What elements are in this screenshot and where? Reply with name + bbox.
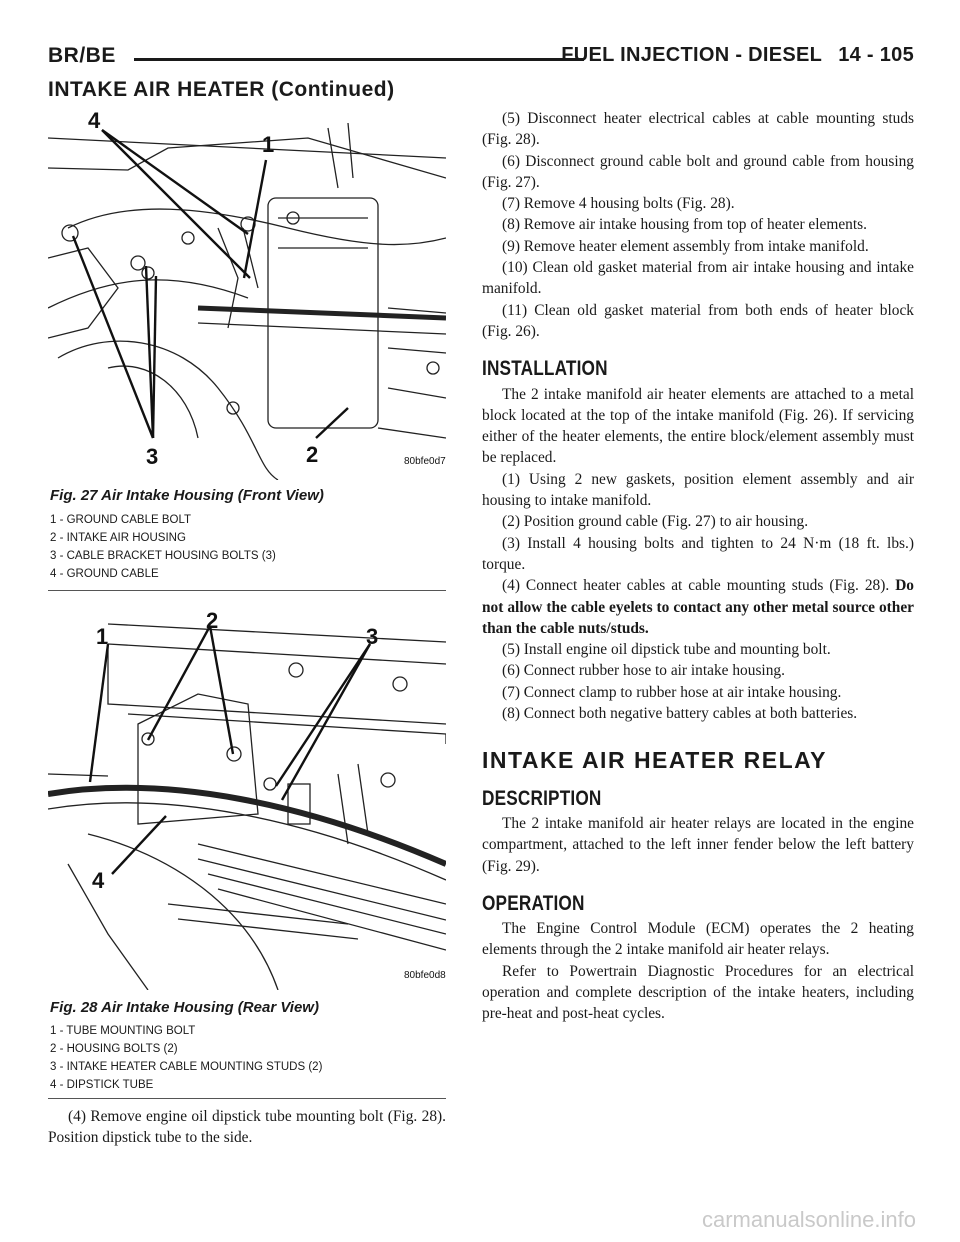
installation-step: (3) Install 4 housing bolts and tighten to 24 N·m (18 ft. lbs.) torque. — [482, 534, 914, 573]
installation-warning: Do not allow the cable eyelets to contact any other metal source other than the cable nuts/studs. — [482, 577, 914, 637]
description-heading: DESCRIPTION — [482, 786, 602, 810]
figure-divider — [48, 590, 446, 591]
fig27-legend — [50, 511, 276, 583]
fig28-legend-item: 1 - TUBE MOUNTING BOLT — [50, 1025, 196, 1037]
fig27-callout-1: 1 — [262, 132, 275, 157]
fig27-legend-item: 4 - GROUND CABLE — [50, 568, 159, 580]
fig27-legend-item: 1 - GROUND CABLE BOLT — [50, 514, 192, 526]
fig27-callout-2: 2 — [306, 442, 319, 467]
figure-divider — [48, 1098, 446, 1099]
fig28-legend-item: 2 - HOUSING BOLTS (2) — [50, 1043, 178, 1055]
removal-step: (11) Clean old gasket material from both ends of heater block (Fig. 26). — [482, 301, 914, 340]
description-text: The 2 intake manifold air heater relays are located in the engine compartment, attached to the left inner fender below the left battery (Fig. 29). — [482, 814, 914, 875]
installation-step: (8) Connect both negative battery cables at both batteries. — [502, 705, 858, 723]
operation-text: Refer to Powertrain Diagnostic Procedures for an electrical operation and complete description of the intake heaters, including pre-heat and post-heat cycles. — [482, 962, 914, 1023]
figure-27-image — [48, 108, 446, 480]
fig28-code: 80bfe0d8 — [404, 970, 446, 981]
installation-step-4-text: (4) Connect heater cables at cable mounting studs (Fig. 28). — [502, 577, 890, 595]
installation-step: (7) Connect clamp to rubber hose at air intake housing. — [502, 683, 842, 701]
fig28-legend — [50, 1022, 322, 1094]
installation-heading: INSTALLATION — [482, 357, 608, 381]
left-column-text — [48, 1106, 446, 1149]
fig27-callout-3: 3 — [146, 444, 159, 469]
watermark: carmanualsonline.info — [701, 1207, 916, 1232]
installation-step: (1) Using 2 new gaskets, position element assembly and air housing to intake manifold. — [482, 470, 914, 510]
removal-step-4: (4) Remove engine oil dipstick tube mounting bolt (Fig. 28). Position dipstick tube to the side. — [48, 1108, 446, 1147]
installation-step-4 — [482, 575, 914, 639]
operation-heading: OPERATION — [482, 891, 585, 915]
fig27-caption: Fig. 27 Air Intake Housing (Front View) — [50, 487, 324, 504]
installation-step: (6) Connect rubber hose to air intake housing. — [502, 662, 785, 680]
removal-step: (9) Remove heater element assembly from intake manifold. — [502, 237, 869, 255]
fig28-legend-item: 3 - INTAKE HEATER CABLE MOUNTING STUDS (2) — [50, 1061, 323, 1073]
right-column — [482, 108, 914, 1025]
header-section: FUEL INJECTION - DIESEL — [561, 44, 823, 66]
fig28-callout-1: 1 — [96, 624, 109, 649]
fig27-code: 80bfe0d7 — [404, 456, 446, 467]
installation-step: (2) Position ground cable (Fig. 27) to air housing. — [502, 513, 809, 531]
continued-title: INTAKE AIR HEATER (Continued) — [48, 78, 395, 101]
fig28-callout-4: 4 — [92, 868, 105, 893]
fig27-legend-item: 2 - INTAKE AIR HOUSING — [50, 532, 186, 544]
fig28-caption: Fig. 28 Air Intake Housing (Rear View) — [50, 999, 319, 1016]
removal-step: (6) Disconnect ground cable bolt and ground cable from housing (Fig. 27). — [482, 152, 914, 191]
fig28-callout-2: 2 — [206, 608, 219, 633]
operation-text: The Engine Control Module (ECM) operates the 2 heating elements through the 2 intake manifold air heater relays. — [482, 920, 914, 959]
header-model: BR/BE — [48, 44, 116, 67]
header-rule — [134, 58, 584, 61]
page-header — [48, 44, 914, 74]
fig28-callout-3: 3 — [366, 624, 379, 649]
installation-intro: The 2 intake manifold air heater elements are attached to a metal block located at the top of the intake manifold (Fig. 26). If servicing either of the heater elements, the entire block/element assembly must be replaced. — [482, 385, 914, 467]
header-right — [561, 44, 914, 67]
fig27-callout-4: 4 — [88, 108, 101, 133]
header-page-number: 14 - 105 — [838, 44, 914, 66]
removal-step: (8) Remove air intake housing from top of heater elements. — [502, 216, 867, 234]
relay-section-title: INTAKE AIR HEATER RELAY — [482, 747, 828, 774]
removal-step: (5) Disconnect heater electrical cables at cable mounting studs (Fig. 28). — [482, 110, 914, 149]
figure-28-image — [48, 604, 446, 990]
removal-step: (10) Clean old gasket material from air intake housing and intake manifold. — [482, 259, 914, 298]
fig27-legend-item: 3 - CABLE BRACKET HOUSING BOLTS (3) — [50, 550, 276, 562]
fig28-legend-item: 4 - DIPSTICK TUBE — [50, 1079, 154, 1091]
removal-step: (7) Remove 4 housing bolts (Fig. 28). — [502, 195, 735, 213]
installation-step: (5) Install engine oil dipstick tube and mounting bolt. — [502, 641, 831, 659]
